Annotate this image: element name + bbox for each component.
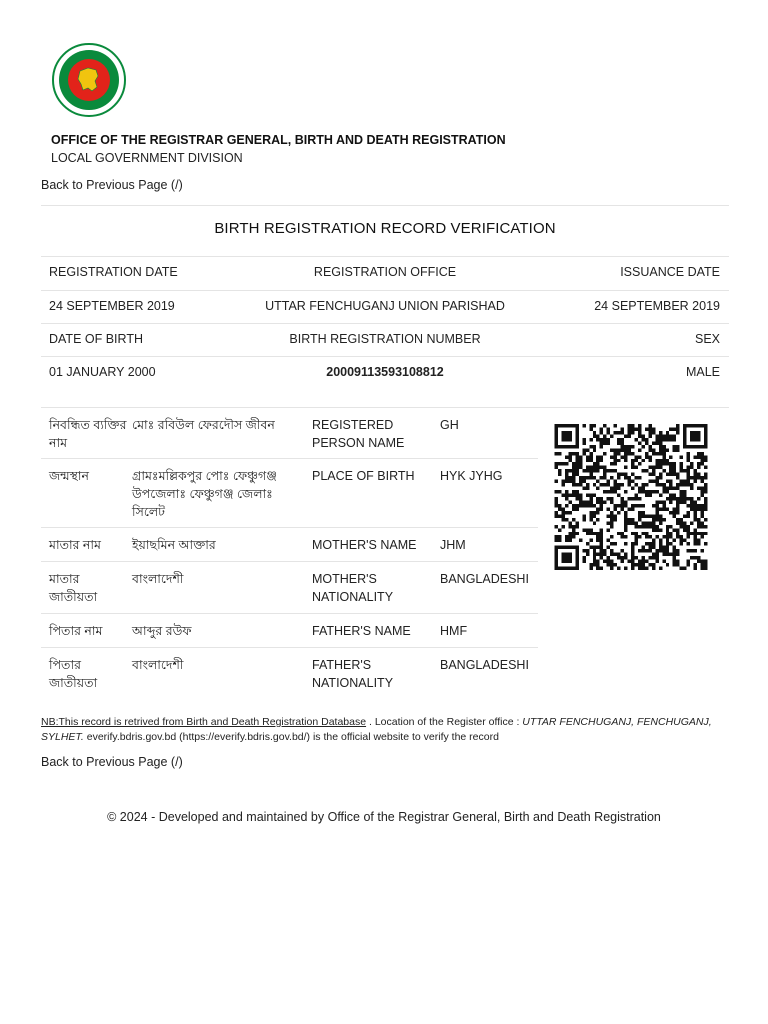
table-row	[41, 459, 538, 528]
table-row	[41, 648, 538, 698]
english-value: BANGLADESHI	[440, 658, 529, 672]
bangla-value: গ্রামঃমল্লিকপুর পোঃ ফেঞ্চুগঞ্জ উপজেলাঃ ফেঞ্চুগঞ্জ জেলাঃ সিলেট	[132, 469, 277, 519]
table-row	[41, 614, 538, 648]
back-to-previous-link[interactable]: Back to Previous Page (/)	[41, 178, 183, 192]
summary-header-row-1	[41, 257, 729, 290]
bangla-label: মাতার জাতীয়তা	[49, 572, 98, 604]
summary-value-row-1	[41, 291, 729, 324]
english-label: FATHER'S NATIONALITY	[312, 658, 394, 690]
divider	[41, 205, 729, 206]
english-label: MOTHER'S NATIONALITY	[312, 572, 394, 604]
bangla-value: মোঃ রবিউল ফেরদৌস জীবন	[132, 418, 275, 432]
bangla-value: বাংলাদেশী	[132, 658, 184, 672]
bangla-label: নিবন্ধিত ব্যক্তির নাম	[49, 418, 127, 450]
person-details-table	[41, 408, 538, 698]
summary-value-row-2	[41, 357, 729, 390]
table-row	[41, 528, 538, 562]
birth-registration-number-label: BIRTH REGISTRATION NUMBER	[289, 332, 481, 346]
back-to-previous-link-bottom[interactable]: Back to Previous Page (/)	[41, 755, 183, 769]
bangla-label: পিতার জাতীয়তা	[49, 658, 98, 690]
location-prefix: . Location of the Register office :	[366, 716, 523, 728]
sex-value: MALE	[685, 365, 720, 379]
registration-office-label: REGISTRATION OFFICE	[313, 265, 457, 279]
bangla-label: জন্মস্থান	[49, 469, 90, 483]
table-row	[41, 562, 538, 614]
bangla-value: বাংলাদেশী	[132, 572, 184, 586]
bangla-value: আব্দুর রউফ	[132, 624, 192, 638]
english-label: MOTHER'S NAME	[312, 538, 417, 552]
government-seal-logo	[52, 43, 126, 117]
sex-label: SEX	[694, 332, 720, 346]
birth-registration-number-value: 20009113593108812	[326, 365, 444, 379]
english-value: GH	[440, 418, 459, 432]
bangla-label: মাতার নাম	[49, 538, 101, 552]
issuance-date-value: 24 SEPTEMBER 2019	[594, 299, 720, 313]
english-value: BANGLADESHI	[440, 572, 529, 586]
registration-office-value: UTTAR FENCHUGANJ UNION PARISHAD	[265, 299, 505, 313]
date-of-birth-value: 01 JANUARY 2000	[49, 365, 156, 379]
source-note	[41, 715, 731, 745]
english-value: HYK JYHG	[440, 469, 503, 483]
bangla-value: ইয়াছমিন আক্তার	[132, 538, 216, 552]
page-title: BIRTH REGISTRATION RECORD VERIFICATION	[214, 220, 556, 237]
database-note-link[interactable]: NB:This record is retrived from Birth and Death Registration Database	[41, 716, 367, 728]
table-row	[41, 408, 538, 459]
summary-header-row-2	[41, 324, 729, 357]
qr-code	[554, 424, 708, 570]
registration-date-value: 24 SEPTEMBER 2019	[49, 299, 175, 313]
registration-date-label: REGISTRATION DATE	[49, 265, 178, 279]
english-label: PLACE OF BIRTH	[312, 469, 415, 483]
register-office-location: UTTAR FENCHUGANJ, FENCHUGANJ, SYLHET.	[41, 716, 712, 743]
issuance-date-label: ISSUANCE DATE	[620, 265, 720, 279]
english-value: JHM	[440, 538, 466, 552]
bangla-label: পিতার নাম	[49, 624, 103, 638]
qr-modules	[555, 424, 708, 570]
division-subtitle: LOCAL GOVERNMENT DIVISION	[51, 151, 243, 165]
english-value: HMF	[440, 624, 468, 638]
english-label: FATHER'S NAME	[312, 624, 411, 638]
footer-copyright: © 2024 - Developed and maintained by Office of the Registrar General, Birth and Death Registration	[107, 810, 661, 824]
office-title: OFFICE OF THE REGISTRAR GENERAL, BIRTH AND DEATH REGISTRATION	[51, 133, 506, 147]
date-of-birth-label: DATE OF BIRTH	[49, 332, 143, 346]
website-note: everify.bdris.gov.bd (https://everify.bdris.gov.bd/) is the official website to verify the record	[83, 731, 499, 743]
english-label: REGISTERED PERSON NAME	[312, 418, 405, 450]
